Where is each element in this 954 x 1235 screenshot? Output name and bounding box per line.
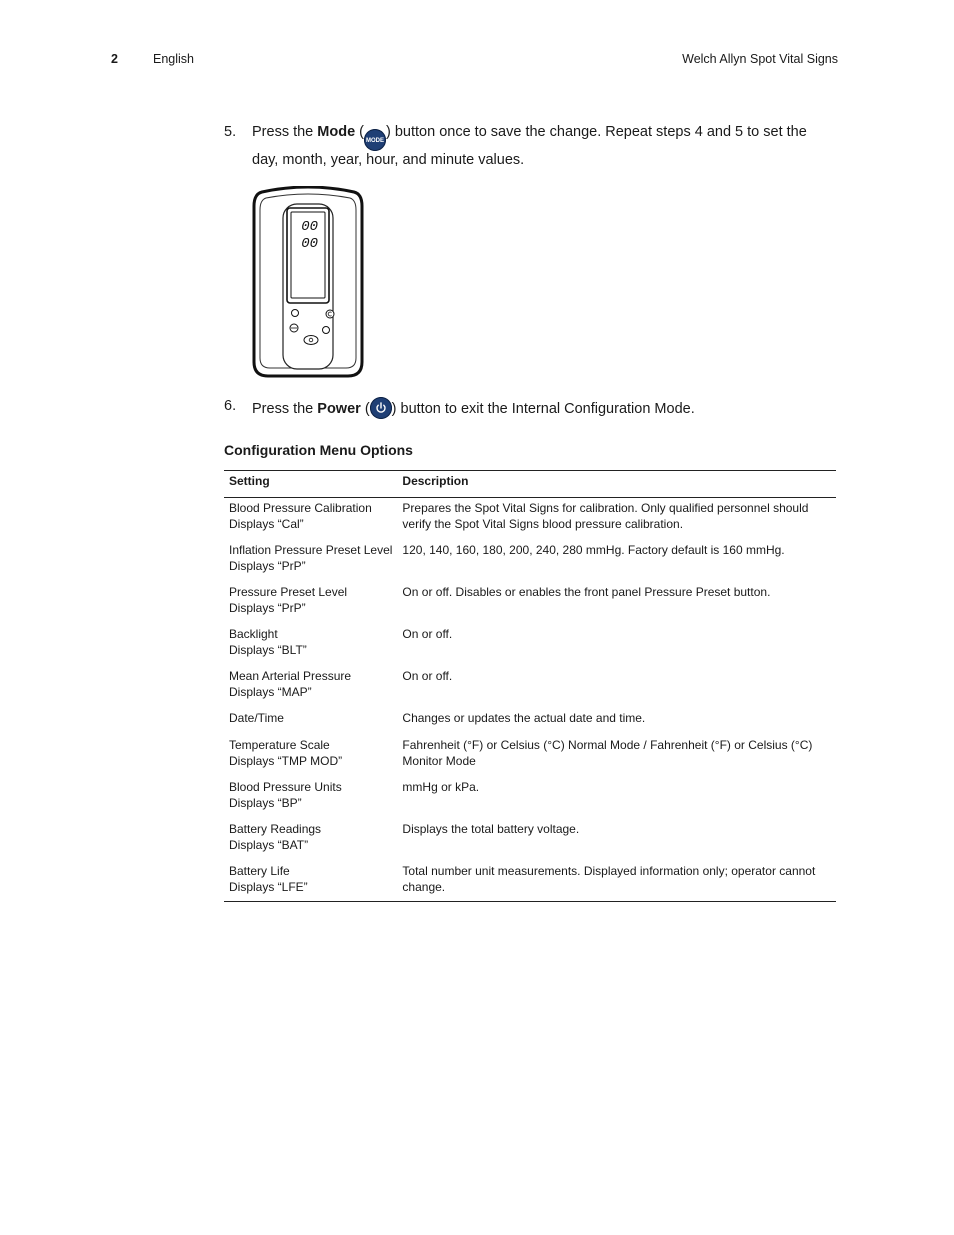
- config-table: [224, 470, 836, 902]
- setting-name: Battery Life: [229, 864, 290, 878]
- description-cell: Displays the total battery voltage.: [402, 822, 580, 836]
- table-row: [224, 539, 836, 581]
- device-button-top-right: [326, 310, 334, 318]
- setting-display-code: Displays “BP”: [229, 795, 302, 810]
- setting-display-code: Displays “PrP”: [229, 600, 306, 615]
- page-number: 2: [111, 52, 118, 66]
- device-illustration: [252, 186, 364, 380]
- step-suffix: ) button once to save the change. Repeat steps 4 and 5 to set the day, month, year, hour, and minute values.: [252, 124, 807, 168]
- setting-name: Inflation Pressure Preset Level: [229, 543, 393, 557]
- table-row: [224, 707, 836, 734]
- table-row: [224, 818, 836, 860]
- column-header-description: Description: [397, 471, 836, 498]
- table-header-row: [224, 471, 836, 498]
- header-language: English: [153, 52, 194, 66]
- setting-name: Battery Readings: [229, 822, 322, 836]
- step-number: 5.: [224, 124, 237, 140]
- setting-name: Mean Arterial Pressure: [229, 669, 352, 683]
- power-icon: [370, 397, 392, 419]
- step-suffix: ) button to exit the Internal Configuration Mode.: [391, 401, 695, 417]
- step-text: Press the Mode (MODE) button once to save the change. Repeat steps 4 and 5 to set the day, month, year, hour, and minute values.: [252, 124, 807, 168]
- mode-icon-label: MODE: [366, 138, 384, 144]
- setting-cell: [224, 539, 397, 581]
- table-row: [224, 776, 836, 818]
- description-cell: On or off. Disables or enables the front panel Pressure Preset button.: [402, 585, 771, 599]
- column-header-setting: Setting: [224, 471, 397, 498]
- table-row: [224, 734, 836, 776]
- description-cell: Total number unit measurements. Displayed information only; operator cannot change.: [397, 860, 836, 902]
- setting-cell: [224, 665, 397, 707]
- device-button-top-left: [292, 310, 299, 317]
- step-prefix: Press the: [252, 124, 314, 140]
- setting-cell: [224, 860, 397, 902]
- setting-cell: [224, 734, 397, 776]
- description-cell: mmHg or kPa.: [402, 780, 480, 794]
- setting-display-code: Displays “LFE”: [229, 879, 308, 894]
- section-title: Configuration Menu Options: [224, 442, 413, 458]
- device-button-mid-right: [323, 327, 330, 334]
- setting-name: Backlight: [229, 627, 278, 641]
- setting-cell: [224, 818, 397, 860]
- setting-display-code: Displays “PrP”: [229, 558, 306, 573]
- setting-cell: [224, 498, 397, 540]
- table-row: [224, 498, 836, 540]
- setting-cell: [224, 623, 397, 665]
- step-number: 6.: [224, 398, 237, 414]
- setting-name: Temperature Scale: [229, 738, 330, 752]
- table-row: [224, 665, 836, 707]
- setting-cell: [224, 581, 397, 623]
- device-button-bottom: [304, 336, 318, 345]
- description-cell: Fahrenheit (°F) or Celsius (°C) Normal Mode / Fahrenheit (°F) or Celsius (°C) Monitor Mode: [402, 738, 813, 768]
- description-cell: On or off.: [402, 627, 453, 641]
- setting-cell: [224, 707, 397, 734]
- setting-display-code: Displays “BLT”: [229, 642, 307, 657]
- table-row: [224, 581, 836, 623]
- description-cell: 120, 140, 160, 180, 200, 240, 280 mmHg. Factory default is 160 mmHg.: [402, 543, 785, 557]
- display-top-digits: 00: [301, 219, 318, 235]
- description-cell: Prepares the Spot Vital Signs for calibration. Only qualified personnel should verify the Spot Vital Signs blood pressure calibration.: [402, 501, 809, 531]
- description-cell: On or off.: [402, 669, 453, 683]
- setting-display-code: Displays “TMP MOD”: [229, 753, 343, 768]
- table-row: [224, 860, 836, 902]
- step-5: [224, 123, 836, 170]
- step-text: Press the Power ( ) button to exit the Internal Configuration Mode.: [252, 397, 836, 419]
- header-doc-title: Welch Allyn Spot Vital Signs: [682, 52, 838, 66]
- setting-cell: [224, 776, 397, 818]
- setting-name: Date/Time: [229, 711, 284, 725]
- setting-display-code: Displays “BAT”: [229, 837, 309, 852]
- table-row: [224, 623, 836, 665]
- description-cell: Changes or updates the actual date and time.: [402, 711, 646, 725]
- mode-icon: [364, 129, 386, 151]
- setting-name: Blood Pressure Units: [229, 780, 342, 794]
- step-6: [224, 397, 836, 419]
- setting-name: Pressure Preset Level: [229, 585, 348, 599]
- mode-button-name: Mode: [317, 124, 356, 140]
- setting-display-code: Displays “MAP”: [229, 684, 312, 699]
- power-button-name: Power: [317, 401, 361, 417]
- setting-name: Blood Pressure Calibration: [229, 501, 372, 515]
- step-prefix: Press the: [252, 401, 314, 417]
- setting-display-code: Displays “Cal”: [229, 516, 304, 531]
- display-bottom-digits: 00: [301, 236, 318, 252]
